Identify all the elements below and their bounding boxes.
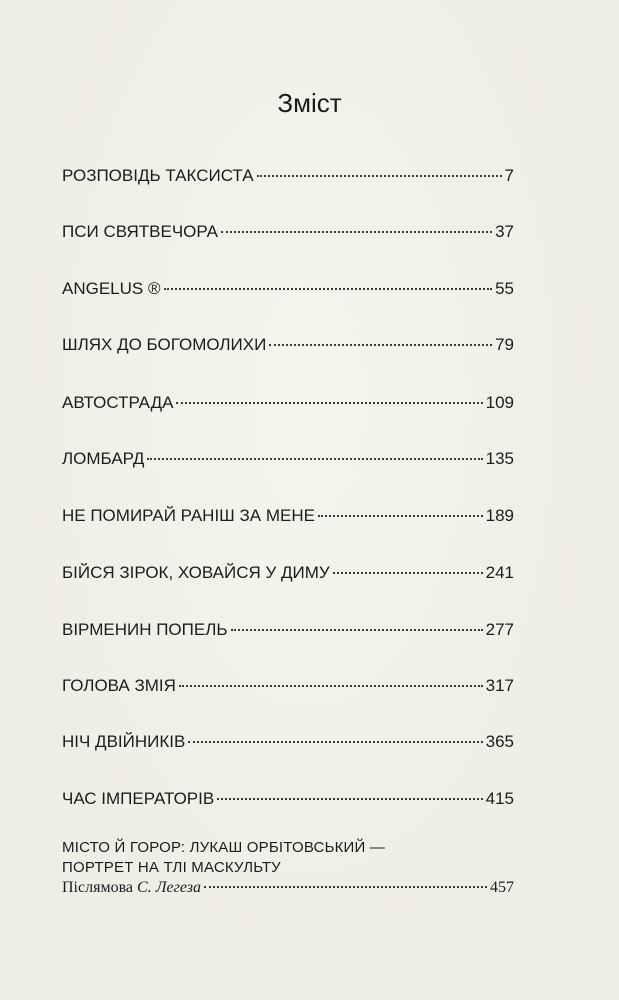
afterword-page: 457 bbox=[490, 879, 514, 896]
dot-leader bbox=[147, 457, 482, 460]
dot-leader bbox=[179, 684, 483, 687]
dot-leader bbox=[164, 287, 493, 290]
toc-entry-page: 277 bbox=[485, 620, 514, 639]
toc-entry-title: НЕ ПОМИРАЙ РАНІШ ЗА МЕНЕ bbox=[62, 506, 315, 525]
toc-entry-title: БІЙСЯ ЗІРОК, ХОВАЙСЯ У ДИМУ bbox=[62, 563, 330, 582]
toc-entry bbox=[62, 222, 514, 246]
toc-entry-page: 365 bbox=[485, 732, 514, 751]
toc-entry bbox=[62, 166, 514, 190]
toc-entry-title: АВТОСТРАДА bbox=[62, 393, 174, 412]
dot-leader bbox=[188, 740, 482, 743]
dot-leader bbox=[221, 230, 492, 233]
toc-entry-title: ЧАС ІМПЕРАТОРІВ bbox=[62, 789, 215, 808]
toc-entry bbox=[62, 620, 514, 644]
toc-entry-page: 135 bbox=[485, 449, 514, 468]
toc-entry-page: 415 bbox=[485, 789, 514, 808]
toc-entry-page: 317 bbox=[485, 676, 514, 695]
afterword-title-line-1: МІСТО Й ГОРОР: ЛУКАШ ОРБІТОВСЬКИЙ — bbox=[62, 839, 386, 856]
afterword-entry bbox=[62, 838, 514, 898]
toc-entry-title: РОЗПОВІДЬ ТАКСИСТА bbox=[62, 166, 254, 185]
afterword-byline bbox=[62, 878, 514, 898]
afterword-prefix: Післямова bbox=[62, 879, 134, 896]
toc-entry-title: ГОЛОВА ЗМІЯ bbox=[62, 676, 176, 695]
toc-entry-title: ЛОМБАРД bbox=[62, 449, 145, 468]
toc-entry bbox=[62, 789, 514, 813]
toc-entry-page: 55 bbox=[495, 279, 514, 298]
dot-leader bbox=[257, 174, 502, 177]
toc-entry-page: 241 bbox=[485, 563, 514, 582]
toc-entry-title: НІЧ ДВІЙНИКІВ bbox=[62, 732, 186, 751]
dot-leader bbox=[318, 514, 483, 517]
toc-entry bbox=[62, 393, 514, 417]
toc-entry-title: ПСИ СВЯТВЕЧОРА bbox=[62, 222, 218, 241]
toc-entry bbox=[62, 506, 514, 530]
toc-entry bbox=[62, 563, 514, 587]
toc-entry-title: ANGELUS ® bbox=[62, 279, 161, 298]
toc-entry bbox=[62, 335, 514, 359]
dot-leader bbox=[333, 571, 483, 574]
dot-leader bbox=[217, 797, 482, 800]
toc-entry-page: 79 bbox=[495, 335, 514, 354]
dot-leader bbox=[231, 628, 483, 631]
dot-leader bbox=[269, 343, 492, 346]
afterword-author: С. Легеза bbox=[137, 879, 201, 896]
toc-entry-page: 189 bbox=[485, 506, 514, 525]
toc-entry bbox=[62, 279, 514, 303]
toc-entry-page: 109 bbox=[485, 393, 514, 412]
contents-heading: Зміст bbox=[277, 88, 342, 118]
toc-entry-title: ВІРМЕНИН ПОПЕЛЬ bbox=[62, 620, 228, 639]
toc-entry-page: 37 bbox=[495, 222, 514, 241]
dot-leader bbox=[204, 885, 487, 888]
afterword-title-line-2: ПОРТРЕТ НА ТЛІ МАСКУЛЬТУ bbox=[62, 859, 281, 876]
toc-entry-page: 7 bbox=[504, 166, 514, 185]
toc-entry bbox=[62, 676, 514, 700]
toc-entry bbox=[62, 449, 514, 473]
toc-entry bbox=[62, 732, 514, 756]
toc-entry-title: ШЛЯХ ДО БОГОМОЛИХИ bbox=[62, 335, 267, 354]
dot-leader bbox=[176, 401, 482, 404]
